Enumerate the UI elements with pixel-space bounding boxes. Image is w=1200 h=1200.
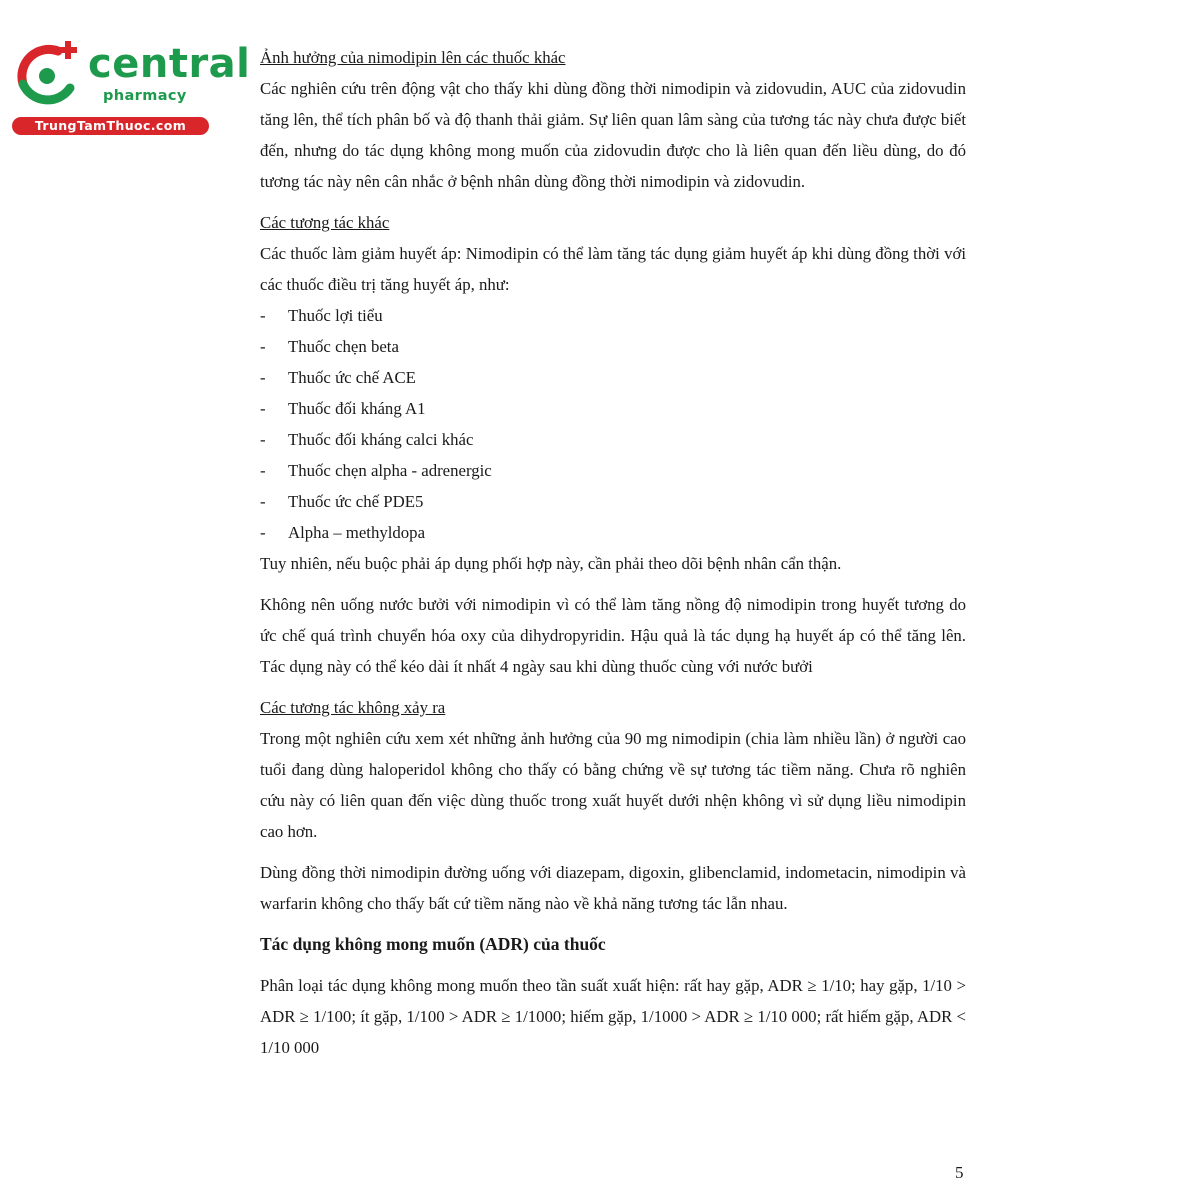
paragraph-monitoring-note: Tuy nhiên, nếu buộc phải áp dụng phối hợp này, cần phải theo dõi bệnh nhân cẩn thận. (260, 554, 842, 573)
list-dash: - (260, 492, 266, 511)
section-heading-zidovudin: Ảnh hưởng của nimodipin lên các thuốc khác (260, 48, 566, 67)
list-item: - Thuốc đối kháng calci khác (260, 424, 966, 455)
list-dash: - (260, 523, 266, 542)
list-dash: - (260, 430, 266, 449)
list-dash: - (260, 306, 266, 325)
paragraph-haloperidol: Trong một nghiên cứu xem xét những ảnh hưởng của 90 mg nimodipin (chia làm nhiều lần) ở người cao tuổi đang dùng haloperidol không cho thấy có bằng chứng về sự tương tác tiềm năng. Chưa rõ nghiên cứu này có liên quan đến việc dùng thuốc trong xuất huyết dưới nhện không vì sử dụng liều nimodipin cao hơn. (260, 729, 966, 841)
paragraph-antihypertensive-intro: Các thuốc làm giảm huyết áp: Nimodipin có thể làm tăng tác dụng giảm huyết áp khi dùng đồng thời với các thuốc điều trị tăng huyết áp, như: (260, 244, 966, 294)
section-heading-adr: Tác dụng không mong muốn (ADR) của thuốc (260, 934, 606, 954)
list-item: - Thuốc chẹn beta (260, 331, 966, 362)
list-dash: - (260, 399, 266, 418)
brand-subtitle: pharmacy (103, 88, 187, 104)
list-dash: - (260, 337, 266, 356)
antihypertensive-list (260, 300, 966, 548)
list-dash: - (260, 368, 266, 387)
section-heading-no-interactions: Các tương tác không xảy ra (260, 698, 446, 717)
brand-url-badge[interactable]: TrungTamThuoc.com (12, 117, 209, 135)
list-item: - Alpha – methyldopa (260, 517, 966, 548)
list-item: - Thuốc đối kháng A1 (260, 393, 966, 424)
paragraph-coadministration: Dùng đồng thời nimodipin đường uống với diazepam, digoxin, glibenclamid, indometacin, nimodipin và warfarin không cho thấy bất cứ tiềm năng nào về khả năng tương tác lẫn nhau. (260, 863, 966, 913)
page-number: 5 (955, 1163, 964, 1182)
list-dash: - (260, 461, 266, 480)
document-body (260, 42, 966, 1063)
list-item: - Thuốc lợi tiểu (260, 300, 966, 331)
logo-mark-icon (12, 38, 84, 110)
paragraph-zidovudin: Các nghiên cứu trên động vật cho thấy khi dùng đồng thời nimodipin và zidovudin, AUC của zidovudin tăng lên, thể tích phân bố và độ thanh thải giảm. Sự liên quan lâm sàng của tương tác này chưa được biết đến, nhưng do tác dụng không mong muốn của zidovudin được cho là liên quan đến liều dùng, do đó tương tác này nên cân nhắc ở bệnh nhân dùng đồng thời nimodipin và zidovudin. (260, 79, 966, 191)
central-pharmacy-logo[interactable] (12, 38, 251, 138)
paragraph-adr-classification: Phân loại tác dụng không mong muốn theo tần suất xuất hiện: rất hay gặp, ADR ≥ 1/10; hay gặp, 1/10 > ADR ≥ 1/100; ít gặp, 1/100 > ADR ≥ 1/1000; hiếm gặp, 1/1000 > ADR ≥ 1/10 000; rất hiếm gặp, ADR < 1/10 000 (260, 976, 966, 1057)
paragraph-grapefruit: Không nên uống nước bưởi với nimodipin vì có thể làm tăng nồng độ nimodipin trong huyết tương do ức chế quá trình chuyển hóa oxy của dihydropyridin. Hậu quả là tác dụng hạ huyết áp có thể tăng lên. Tác dụng này có thể kéo dài ít nhất 4 ngày sau khi dùng thuốc cùng với nước bưởi (260, 595, 966, 676)
list-item: - Thuốc ức chế ACE (260, 362, 966, 393)
list-item: - Thuốc ức chế PDE5 (260, 486, 966, 517)
section-heading-other-interactions: Các tương tác khác (260, 213, 390, 232)
brand-name: central (88, 41, 251, 87)
list-item: - Thuốc chẹn alpha - adrenergic (260, 455, 966, 486)
